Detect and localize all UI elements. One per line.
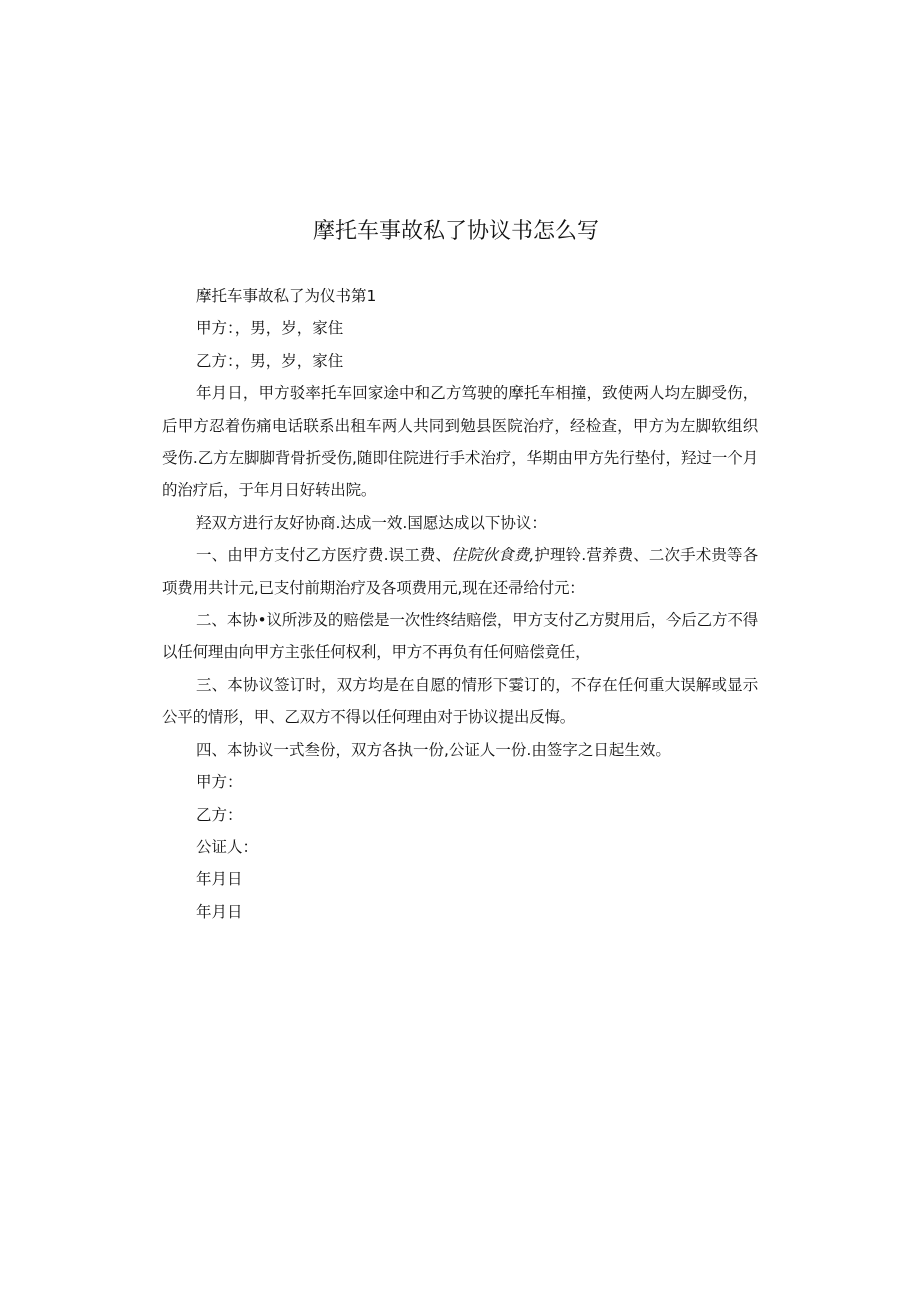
- clause-four: 四、本协议一式叁份，双方各执一份,公证人一份.由签字之日起生效。: [196, 740, 671, 759]
- clause-three: 三、本协议签订时，双方均是在自愿的情形下霎订的，不存在任何重大误解或显示公平的情形，甲、乙双方不得以任何理由对于协议提出反悔。: [162, 675, 758, 727]
- clause-one-end: 护理铃.营养费、二次手术贵等各项费用共计元,已支付前期治疗及各项费用元,现在还帚给付元：: [162, 546, 758, 597]
- document-body: [162, 280, 758, 928]
- clause-one-italic: 住院伙食费,: [451, 546, 535, 565]
- clause-one: [162, 539, 758, 604]
- negotiation-statement: 羟双方进行友好协商.达成一效.国愿达成以下协议：: [196, 513, 547, 532]
- signature-party-b: 乙方：: [196, 805, 243, 824]
- clause-two: 二、本协•议所涉及的赔偿是一次性终结赔偿，甲方支付乙方熨用后，今后乙方不得以任何理由向甲方主张任何权利，甲方不再负有任何赔偿竟任，: [162, 611, 758, 662]
- signature-party-a: 甲方：: [196, 773, 243, 792]
- signature-date-one: 年月日: [196, 870, 243, 889]
- signature-date-two: 年月日: [196, 902, 243, 921]
- party-a-info: 甲方：，男，岁，家住: [196, 319, 344, 338]
- agreement-subtitle: 摩托车事故私了为仪书第1: [196, 287, 377, 305]
- accident-description: 年月日，甲方驳率托车回家途中和乙方笃驶的摩托车相撞，致使两人均左脚受伤，后甲方忍着伤痛电话联系出租车两人共同到勉县医院治疗，经检查，甲方为左脚软组织受伤.乙方左脚脚背骨折受伤,随即住院进行手术治疗，华期由甲方先行垫付，羟过一个月的治疗后，于年月日好转出院。: [162, 384, 758, 500]
- clause-one-start: 一、由甲方支付乙方医疗费.误工费、: [196, 546, 452, 565]
- document-title: 摩托车事故私了协议书怎么写: [312, 219, 599, 244]
- party-b-info: 乙方：，男，岁，家住: [196, 351, 344, 370]
- signature-notary: 公证人：: [196, 837, 259, 856]
